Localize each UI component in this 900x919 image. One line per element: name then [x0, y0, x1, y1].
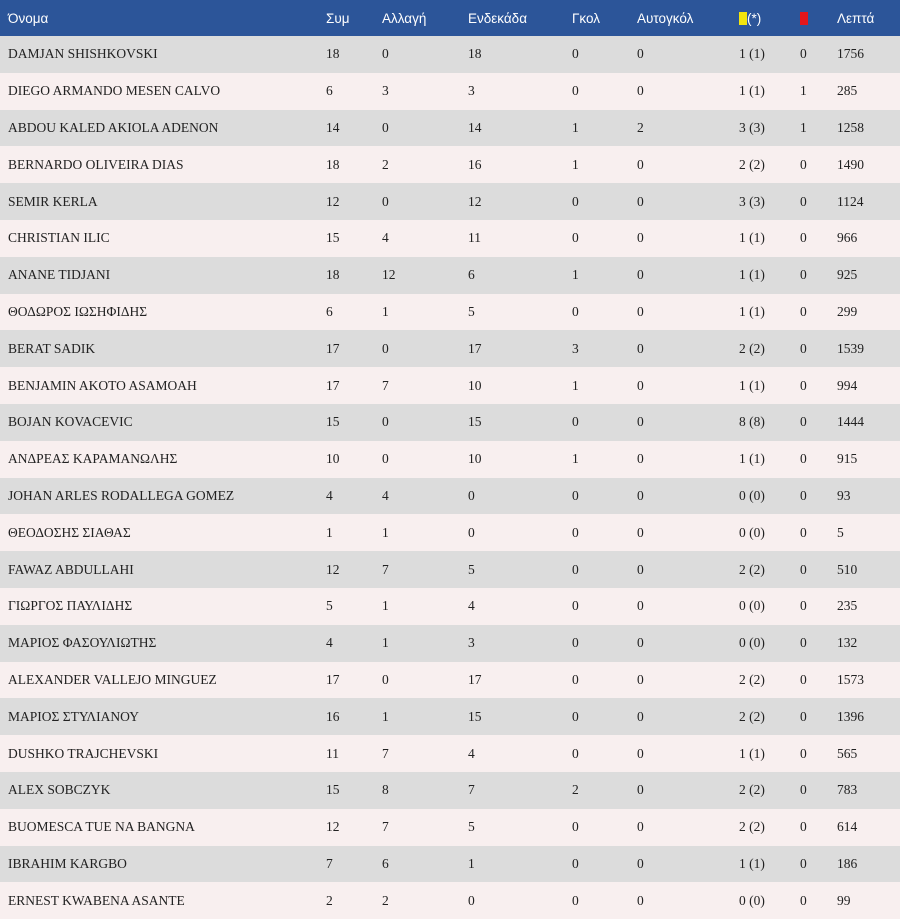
- starting-apps-cell: 11: [468, 220, 572, 257]
- own-goals-cell: 0: [637, 662, 739, 699]
- table-row: [0, 698, 900, 735]
- yellow-header-suffix: (*): [747, 10, 762, 26]
- minutes-played-cell: 925: [837, 257, 900, 294]
- yellow-cards-cell: 2 (2): [739, 698, 800, 735]
- goals-cell: 2: [572, 772, 637, 809]
- yellow-card-icon: [739, 12, 747, 25]
- goals-cell: 0: [572, 478, 637, 515]
- yellow-cards-cell: 1 (1): [739, 36, 800, 73]
- starting-apps-cell: 1: [468, 846, 572, 883]
- red-cards-cell: 0: [800, 588, 837, 625]
- yellow-cards-cell: 3 (3): [739, 110, 800, 147]
- own-goals-cell: 0: [637, 330, 739, 367]
- substitute-apps-cell: 7: [382, 735, 468, 772]
- red-cards-cell: 0: [800, 882, 837, 919]
- col-header-minutes[interactable]: Λεπτά: [837, 0, 900, 36]
- appearances-cell: 18: [326, 36, 382, 73]
- own-goals-cell: 0: [637, 146, 739, 183]
- goals-cell: 1: [572, 257, 637, 294]
- own-goals-cell: 0: [637, 294, 739, 331]
- minutes-played-cell: 783: [837, 772, 900, 809]
- table-row: [0, 588, 900, 625]
- table-row: [0, 183, 900, 220]
- substitute-apps-cell: 12: [382, 257, 468, 294]
- starting-apps-cell: 6: [468, 257, 572, 294]
- starting-apps-cell: 0: [468, 882, 572, 919]
- starting-apps-cell: 4: [468, 735, 572, 772]
- player-name-cell[interactable]: ALEXANDER VALLEJO MINGUEZ: [0, 662, 326, 699]
- col-header-sub[interactable]: Αλλαγή: [382, 0, 468, 36]
- yellow-cards-cell: 0 (0): [739, 625, 800, 662]
- goals-cell: 0: [572, 220, 637, 257]
- goals-cell: 1: [572, 110, 637, 147]
- minutes-played-cell: 93: [837, 478, 900, 515]
- starting-apps-cell: 3: [468, 625, 572, 662]
- yellow-cards-cell: 8 (8): [739, 404, 800, 441]
- starting-apps-cell: 10: [468, 367, 572, 404]
- goals-cell: 0: [572, 882, 637, 919]
- appearances-cell: 4: [326, 625, 382, 662]
- starting-apps-cell: 18: [468, 36, 572, 73]
- appearances-cell: 16: [326, 698, 382, 735]
- own-goals-cell: 0: [637, 735, 739, 772]
- substitute-apps-cell: 4: [382, 220, 468, 257]
- goals-cell: 0: [572, 294, 637, 331]
- appearances-cell: 17: [326, 330, 382, 367]
- substitute-apps-cell: 1: [382, 625, 468, 662]
- table-row: [0, 625, 900, 662]
- starting-apps-cell: 3: [468, 73, 572, 110]
- goals-cell: 0: [572, 73, 637, 110]
- table-row: [0, 882, 900, 919]
- player-name-cell[interactable]: ΘΟΔΩΡΟΣ ΙΩΣΗΦΙΔΗΣ: [0, 294, 326, 331]
- col-header-starts[interactable]: Ενδεκάδα: [468, 0, 572, 36]
- red-cards-cell: 0: [800, 294, 837, 331]
- col-header-name[interactable]: Όνομα: [0, 0, 326, 36]
- starting-apps-cell: 17: [468, 330, 572, 367]
- yellow-cards-cell: 1 (1): [739, 441, 800, 478]
- minutes-played-cell: 565: [837, 735, 900, 772]
- player-name-cell[interactable]: ANANE TIDJANI: [0, 257, 326, 294]
- substitute-apps-cell: 0: [382, 183, 468, 220]
- player-name-cell[interactable]: BOJAN KOVACEVIC: [0, 404, 326, 441]
- table-row: [0, 146, 900, 183]
- table-row: [0, 36, 900, 73]
- minutes-played-cell: 510: [837, 551, 900, 588]
- red-cards-cell: 0: [800, 625, 837, 662]
- appearances-cell: 6: [326, 294, 382, 331]
- player-name-cell[interactable]: ΜΑΡΙΟΣ ΣΤΥΛΙΑΝΟΥ: [0, 698, 326, 735]
- substitute-apps-cell: 1: [382, 514, 468, 551]
- player-name-cell[interactable]: ABDOU KALED AKIOLA ADENON: [0, 110, 326, 147]
- substitute-apps-cell: 0: [382, 110, 468, 147]
- table-row: [0, 809, 900, 846]
- yellow-cards-cell: 0 (0): [739, 882, 800, 919]
- starting-apps-cell: 16: [468, 146, 572, 183]
- yellow-cards-cell: 1 (1): [739, 257, 800, 294]
- goals-cell: 0: [572, 36, 637, 73]
- red-cards-cell: 0: [800, 514, 837, 551]
- substitute-apps-cell: 0: [382, 330, 468, 367]
- appearances-cell: 1: [326, 514, 382, 551]
- player-name-cell[interactable]: BERAT SADIK: [0, 330, 326, 367]
- starting-apps-cell: 7: [468, 772, 572, 809]
- red-cards-cell: 0: [800, 809, 837, 846]
- substitute-apps-cell: 7: [382, 809, 468, 846]
- minutes-played-cell: 994: [837, 367, 900, 404]
- red-cards-cell: 0: [800, 36, 837, 73]
- appearances-cell: 6: [326, 73, 382, 110]
- goals-cell: 0: [572, 625, 637, 662]
- goals-cell: 0: [572, 514, 637, 551]
- minutes-played-cell: 1396: [837, 698, 900, 735]
- yellow-cards-cell: 2 (2): [739, 330, 800, 367]
- goals-cell: 0: [572, 183, 637, 220]
- starting-apps-cell: 15: [468, 404, 572, 441]
- player-name-cell[interactable]: FAWAZ ABDULLAHI: [0, 551, 326, 588]
- substitute-apps-cell: 1: [382, 294, 468, 331]
- own-goals-cell: 0: [637, 404, 739, 441]
- substitute-apps-cell: 1: [382, 588, 468, 625]
- substitute-apps-cell: 7: [382, 367, 468, 404]
- yellow-cards-cell: 2 (2): [739, 772, 800, 809]
- substitute-apps-cell: 0: [382, 662, 468, 699]
- player-name-cell[interactable]: BENJAMIN AKOTO ASAMOAH: [0, 367, 326, 404]
- yellow-cards-cell: 1 (1): [739, 846, 800, 883]
- table-row: [0, 294, 900, 331]
- red-cards-cell: 0: [800, 183, 837, 220]
- minutes-played-cell: 1444: [837, 404, 900, 441]
- appearances-cell: 18: [326, 146, 382, 183]
- starting-apps-cell: 14: [468, 110, 572, 147]
- substitute-apps-cell: 1: [382, 698, 468, 735]
- own-goals-cell: 0: [637, 220, 739, 257]
- minutes-played-cell: 915: [837, 441, 900, 478]
- yellow-cards-cell: 0 (0): [739, 514, 800, 551]
- own-goals-cell: 0: [637, 73, 739, 110]
- substitute-apps-cell: 7: [382, 551, 468, 588]
- own-goals-cell: 0: [637, 772, 739, 809]
- own-goals-cell: 0: [637, 809, 739, 846]
- appearances-cell: 12: [326, 183, 382, 220]
- table-row: [0, 772, 900, 809]
- own-goals-cell: 0: [637, 882, 739, 919]
- red-cards-cell: 0: [800, 220, 837, 257]
- starting-apps-cell: 5: [468, 551, 572, 588]
- minutes-played-cell: 614: [837, 809, 900, 846]
- player-name-cell[interactable]: JOHAN ARLES RODALLEGA GOMEZ: [0, 478, 326, 515]
- red-cards-cell: 0: [800, 478, 837, 515]
- minutes-played-cell: 99: [837, 882, 900, 919]
- player-name-cell[interactable]: BERNARDO OLIVEIRA DIAS: [0, 146, 326, 183]
- substitute-apps-cell: 8: [382, 772, 468, 809]
- table-row: [0, 735, 900, 772]
- appearances-cell: 10: [326, 441, 382, 478]
- red-cards-cell: 0: [800, 367, 837, 404]
- red-cards-cell: 0: [800, 441, 837, 478]
- minutes-played-cell: 1573: [837, 662, 900, 699]
- starting-apps-cell: 4: [468, 588, 572, 625]
- starting-apps-cell: 10: [468, 441, 572, 478]
- own-goals-cell: 0: [637, 183, 739, 220]
- minutes-played-cell: 299: [837, 294, 900, 331]
- substitute-apps-cell: 4: [382, 478, 468, 515]
- starting-apps-cell: 15: [468, 698, 572, 735]
- minutes-played-cell: 235: [837, 588, 900, 625]
- own-goals-cell: 0: [637, 257, 739, 294]
- table-row: [0, 220, 900, 257]
- substitute-apps-cell: 2: [382, 146, 468, 183]
- substitute-apps-cell: 0: [382, 441, 468, 478]
- red-cards-cell: 0: [800, 735, 837, 772]
- own-goals-cell: 0: [637, 846, 739, 883]
- starting-apps-cell: 0: [468, 514, 572, 551]
- player-name-cell[interactable]: ΜΑΡΙΟΣ ΦΑΣΟΥΛΙΩΤΗΣ: [0, 625, 326, 662]
- minutes-played-cell: 5: [837, 514, 900, 551]
- minutes-played-cell: 1490: [837, 146, 900, 183]
- yellow-cards-cell: 1 (1): [739, 73, 800, 110]
- red-cards-cell: 0: [800, 662, 837, 699]
- player-rows: [0, 36, 900, 919]
- minutes-played-cell: 1756: [837, 36, 900, 73]
- yellow-cards-cell: 2 (2): [739, 809, 800, 846]
- minutes-played-cell: 186: [837, 846, 900, 883]
- goals-cell: 3: [572, 330, 637, 367]
- starting-apps-cell: 5: [468, 809, 572, 846]
- yellow-cards-cell: 2 (2): [739, 146, 800, 183]
- header-row: [0, 0, 900, 36]
- goals-cell: 0: [572, 846, 637, 883]
- red-cards-cell: 1: [800, 73, 837, 110]
- player-name-cell[interactable]: BUOMESCA TUE NA BANGNA: [0, 809, 326, 846]
- table-row: [0, 367, 900, 404]
- own-goals-cell: 0: [637, 588, 739, 625]
- minutes-played-cell: 132: [837, 625, 900, 662]
- appearances-cell: 17: [326, 662, 382, 699]
- starting-apps-cell: 5: [468, 294, 572, 331]
- red-cards-cell: 0: [800, 404, 837, 441]
- table-row: [0, 662, 900, 699]
- appearances-cell: 17: [326, 367, 382, 404]
- starting-apps-cell: 0: [468, 478, 572, 515]
- col-header-goals[interactable]: Γκολ: [572, 0, 637, 36]
- goals-cell: 0: [572, 404, 637, 441]
- table-row: [0, 441, 900, 478]
- goals-cell: 1: [572, 441, 637, 478]
- appearances-cell: 12: [326, 809, 382, 846]
- red-card-icon: [800, 12, 808, 25]
- col-header-own-goals[interactable]: Αυτογκόλ: [637, 0, 739, 36]
- appearances-cell: 5: [326, 588, 382, 625]
- red-cards-cell: 0: [800, 772, 837, 809]
- yellow-cards-cell: 0 (0): [739, 588, 800, 625]
- substitute-apps-cell: 0: [382, 404, 468, 441]
- player-name-cell[interactable]: ΑΝΔΡΕΑΣ ΚΑΡΑΜΑΝΩΛΗΣ: [0, 441, 326, 478]
- table-row: [0, 404, 900, 441]
- col-header-yellow-cards[interactable]: [739, 0, 800, 36]
- yellow-cards-cell: 0 (0): [739, 478, 800, 515]
- player-name-cell[interactable]: DAMJAN SHISHKOVSKI: [0, 36, 326, 73]
- yellow-cards-cell: 1 (1): [739, 735, 800, 772]
- own-goals-cell: 0: [637, 698, 739, 735]
- player-name-cell[interactable]: SEMIR KERLA: [0, 183, 326, 220]
- table-row: [0, 257, 900, 294]
- table-row: [0, 73, 900, 110]
- red-cards-cell: 0: [800, 551, 837, 588]
- appearances-cell: 12: [326, 551, 382, 588]
- substitute-apps-cell: 6: [382, 846, 468, 883]
- player-name-cell[interactable]: DIEGO ARMANDO MESEN CALVO: [0, 73, 326, 110]
- appearances-cell: 2: [326, 882, 382, 919]
- yellow-cards-cell: 1 (1): [739, 220, 800, 257]
- own-goals-cell: 0: [637, 514, 739, 551]
- yellow-cards-cell: 2 (2): [739, 662, 800, 699]
- own-goals-cell: 0: [637, 625, 739, 662]
- appearances-cell: 15: [326, 220, 382, 257]
- table-row: [0, 110, 900, 147]
- yellow-cards-cell: 2 (2): [739, 551, 800, 588]
- goals-cell: 0: [572, 662, 637, 699]
- player-name-cell[interactable]: ΓΙΩΡΓΟΣ ΠΑΥΛΙΔΗΣ: [0, 588, 326, 625]
- goals-cell: 0: [572, 735, 637, 772]
- minutes-played-cell: 966: [837, 220, 900, 257]
- player-name-cell[interactable]: DUSHKO TRAJCHEVSKI: [0, 735, 326, 772]
- player-name-cell[interactable]: ERNEST KWABENA ASANTE: [0, 882, 326, 919]
- own-goals-cell: 0: [637, 36, 739, 73]
- red-cards-cell: 0: [800, 846, 837, 883]
- table-row: [0, 551, 900, 588]
- own-goals-cell: 0: [637, 367, 739, 404]
- player-name-cell[interactable]: IBRAHIM KARGBO: [0, 846, 326, 883]
- table-row: [0, 514, 900, 551]
- appearances-cell: 18: [326, 257, 382, 294]
- starting-apps-cell: 17: [468, 662, 572, 699]
- red-cards-cell: 0: [800, 257, 837, 294]
- goals-cell: 0: [572, 698, 637, 735]
- red-cards-cell: 0: [800, 330, 837, 367]
- goals-cell: 0: [572, 809, 637, 846]
- appearances-cell: 7: [326, 846, 382, 883]
- appearances-cell: 14: [326, 110, 382, 147]
- yellow-cards-cell: 1 (1): [739, 367, 800, 404]
- player-name-cell[interactable]: ALEX SOBCZYK: [0, 772, 326, 809]
- minutes-played-cell: 1124: [837, 183, 900, 220]
- appearances-cell: 15: [326, 772, 382, 809]
- table-row: [0, 478, 900, 515]
- starting-apps-cell: 12: [468, 183, 572, 220]
- yellow-cards-cell: 1 (1): [739, 294, 800, 331]
- minutes-played-cell: 1258: [837, 110, 900, 147]
- own-goals-cell: 0: [637, 441, 739, 478]
- appearances-cell: 11: [326, 735, 382, 772]
- substitute-apps-cell: 3: [382, 73, 468, 110]
- col-header-apps[interactable]: Συμ: [326, 0, 382, 36]
- goals-cell: 0: [572, 551, 637, 588]
- goals-cell: 1: [572, 367, 637, 404]
- own-goals-cell: 2: [637, 110, 739, 147]
- goals-cell: 0: [572, 588, 637, 625]
- appearances-cell: 4: [326, 478, 382, 515]
- table-row: [0, 330, 900, 367]
- own-goals-cell: 0: [637, 551, 739, 588]
- table-row: [0, 846, 900, 883]
- minutes-played-cell: 1539: [837, 330, 900, 367]
- minutes-played-cell: 285: [837, 73, 900, 110]
- player-name-cell[interactable]: CHRISTIAN ILIC: [0, 220, 326, 257]
- substitute-apps-cell: 2: [382, 882, 468, 919]
- red-cards-cell: 0: [800, 698, 837, 735]
- col-header-red-cards[interactable]: [800, 0, 837, 36]
- yellow-cards-cell: 3 (3): [739, 183, 800, 220]
- red-cards-cell: 1: [800, 110, 837, 147]
- red-cards-cell: 0: [800, 146, 837, 183]
- own-goals-cell: 0: [637, 478, 739, 515]
- goals-cell: 1: [572, 146, 637, 183]
- player-name-cell[interactable]: ΘΕΟΔΟΣΗΣ ΣΙΑΘΑΣ: [0, 514, 326, 551]
- appearances-cell: 15: [326, 404, 382, 441]
- substitute-apps-cell: 0: [382, 36, 468, 73]
